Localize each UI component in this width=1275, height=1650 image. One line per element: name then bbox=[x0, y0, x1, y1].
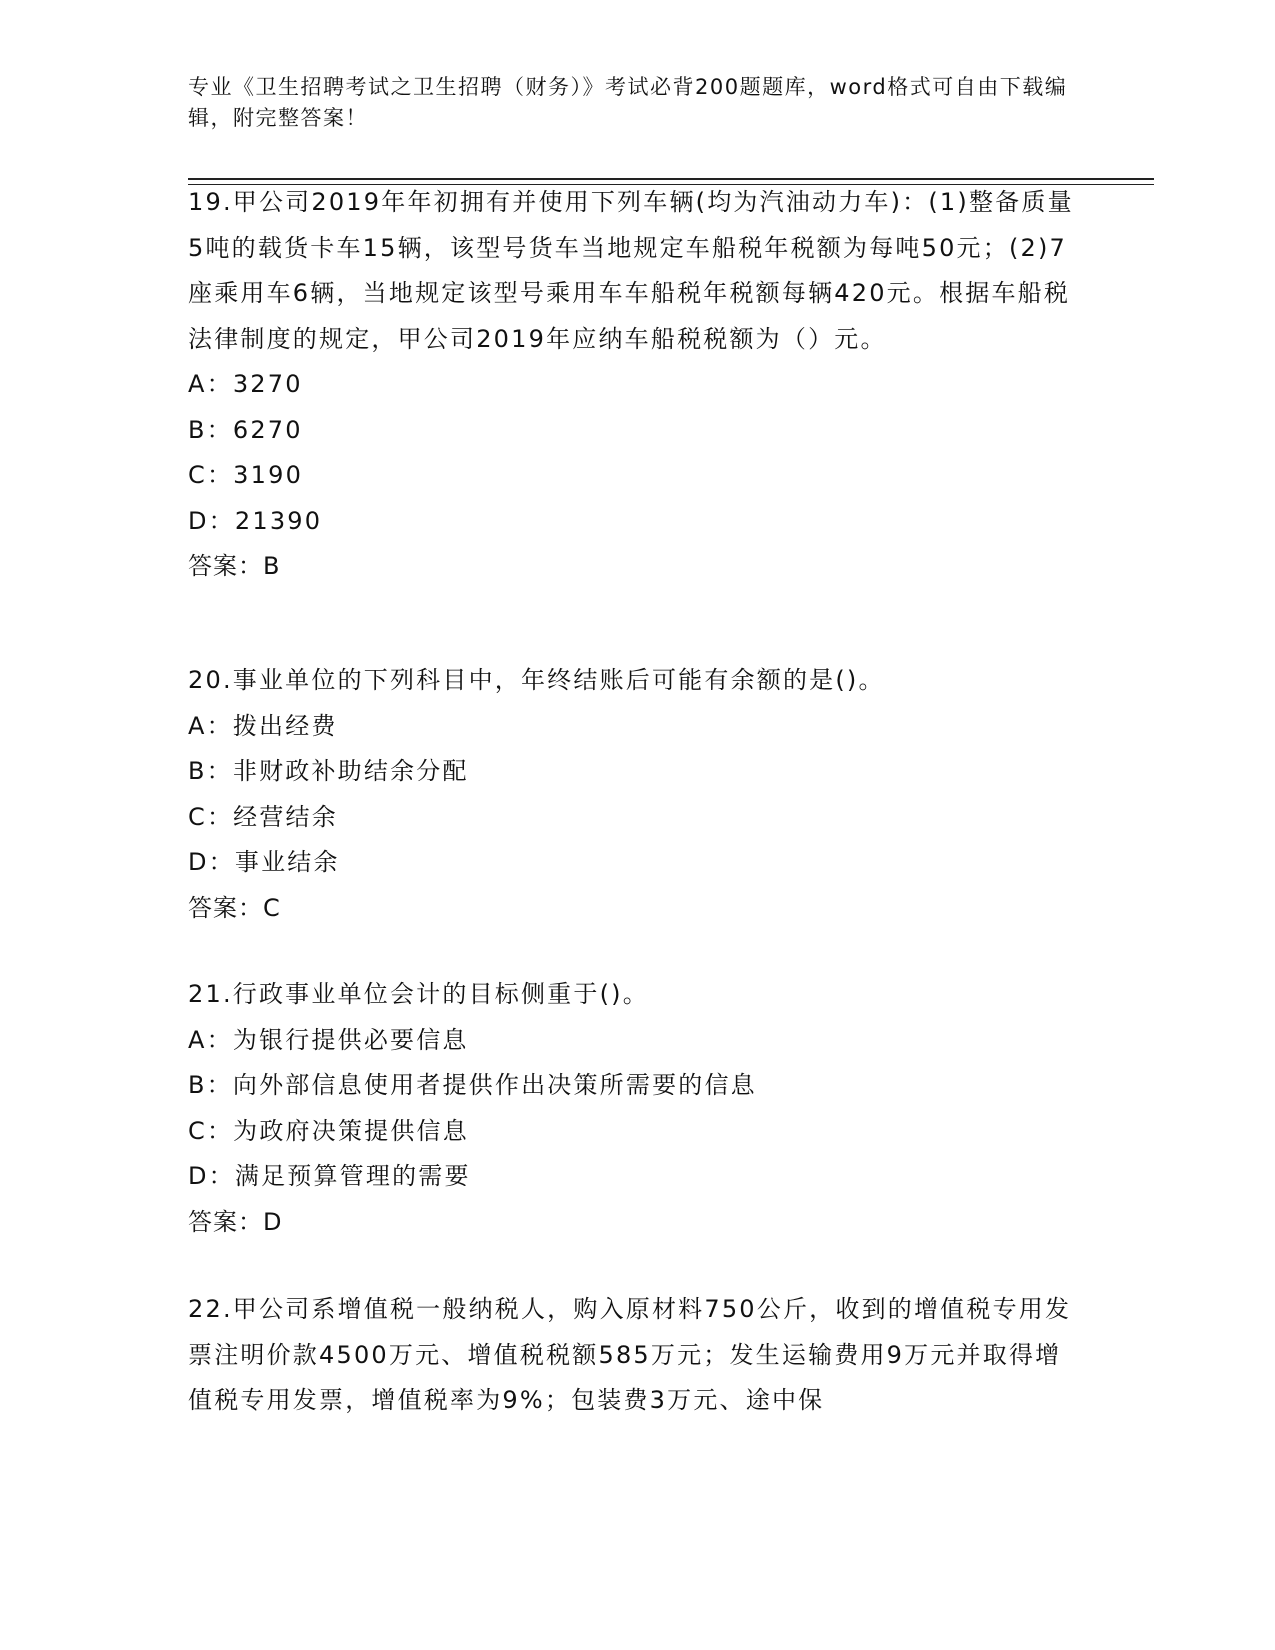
option-b: B：向外部信息使用者提供作出决策所需要的信息 bbox=[188, 1071, 757, 1099]
question-stem: 22.甲公司系增值税一般纳税人，购入原材料750公斤，收到的增值税专用发票注明价款4500万元、增值税税额585万元；发生运输费用9万元并取得增值税专用发票，增值税率为9%；包装费3万元、途中保 bbox=[188, 1295, 1072, 1414]
option-a: A：拨出经费 bbox=[188, 711, 338, 740]
question-20 bbox=[188, 658, 1083, 931]
option-a: A：3270 bbox=[188, 370, 303, 398]
option-b: B：非财政补助结余分配 bbox=[188, 757, 469, 785]
option-b: B：6270 bbox=[188, 415, 303, 444]
question-22 bbox=[188, 1287, 1083, 1424]
answer: 答案：B bbox=[188, 552, 281, 580]
option-a: A：为银行提供必要信息 bbox=[188, 1025, 469, 1054]
question-stem: 21.行政事业单位会计的目标侧重于()。 bbox=[188, 980, 649, 1008]
document-header-title: 专业《卫生招聘考试之卫生招聘（财务）》考试必背200题题库，word格式可自由下载编辑，附完整答案！ bbox=[188, 75, 1068, 130]
question-stem: 19.甲公司2019年年初拥有并使用下列车辆(均为汽油动力车)：(1)整备质量5吨的载货卡车15辆，该型号货车当地规定车船税年税额为每吨50元；(2)7座乘用车6辆，当地规定该型号乘用车车船税年税额每辆420元。根据车船税法律制度的规定，甲公司2019年应纳车船税税额为（）元。 bbox=[188, 188, 1074, 353]
answer: 答案：D bbox=[188, 1207, 283, 1236]
option-d: D：21390 bbox=[188, 506, 323, 535]
option-d: D：事业结余 bbox=[188, 848, 340, 876]
answer: 答案：C bbox=[188, 893, 281, 922]
question-21 bbox=[188, 972, 1083, 1245]
option-c: C：3190 bbox=[188, 461, 304, 489]
question-19 bbox=[188, 180, 1083, 590]
option-d: D：满足预算管理的需要 bbox=[188, 1162, 471, 1190]
option-c: C：为政府决策提供信息 bbox=[188, 1116, 469, 1145]
question-stem: 20.事业单位的下列科目中，年终结账后可能有余额的是()。 bbox=[188, 666, 885, 694]
option-c: C：经营结余 bbox=[188, 802, 338, 831]
